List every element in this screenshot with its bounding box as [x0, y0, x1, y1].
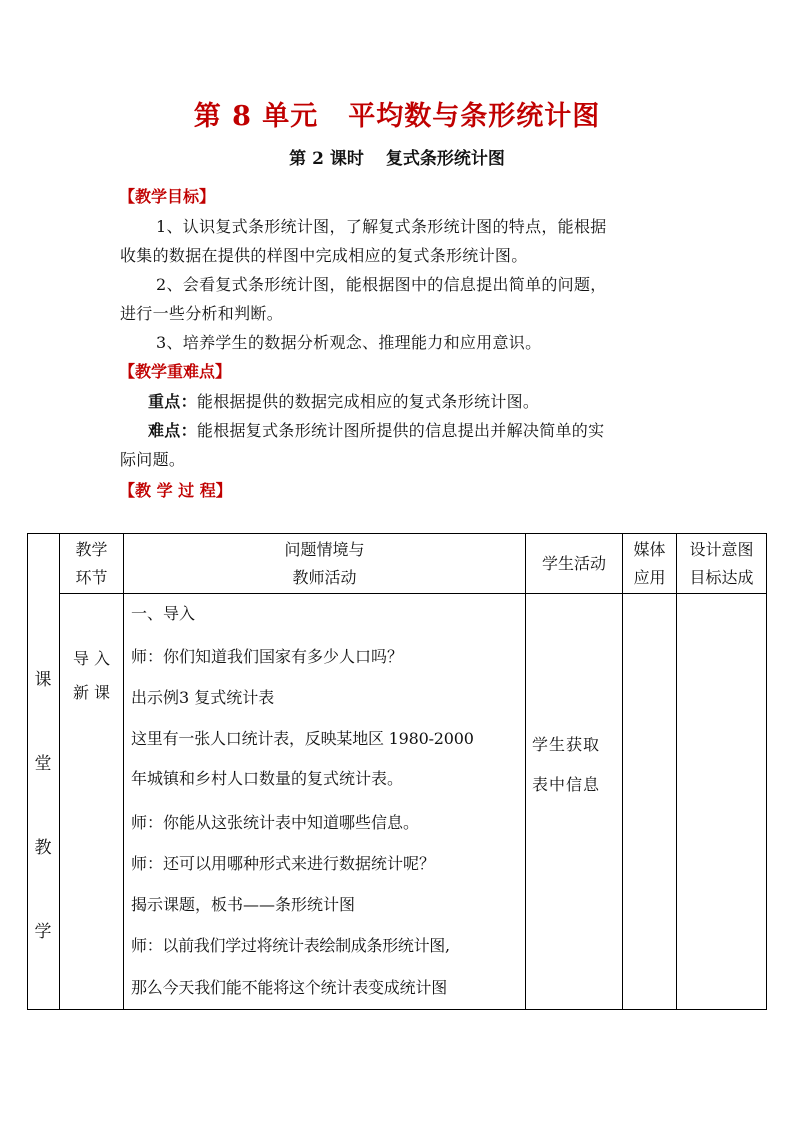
objectives-heading: 【教学目标】 [119, 187, 216, 206]
objective-3 [120, 328, 685, 357]
teacher-line: 出示例3 复式统计表 [131, 688, 275, 707]
lesson-subtitle [0, 147, 794, 171]
stage-intro [60, 642, 123, 710]
student-line1: 学生获取 [532, 735, 601, 754]
title-topic: 平均数与条形统计图 [348, 101, 601, 132]
objective-1-line2: 收集的数据在提供的样图中完成相应的复式条形统计图。 [120, 246, 528, 265]
side-label-char: 堂 [34, 754, 52, 774]
table-border-right [766, 533, 767, 1010]
teacher-line: 师：你能从这张统计表中知道哪些信息。 [131, 813, 420, 832]
table-col-divider [676, 533, 677, 1010]
teacher-line: 师：以前我们学过将统计表绘制成条形统计图, [131, 936, 450, 955]
header-stage-line2: 环节 [75, 568, 108, 587]
teacher-line: 这里有一张人口统计表，反映某地区 1980-2000 [131, 729, 474, 748]
objective-2-line2: 进行一些分析和判断。 [120, 304, 284, 323]
focus-label: 重点： [148, 392, 197, 411]
table-col-divider [59, 533, 60, 1010]
side-label-char: 课 [34, 670, 52, 690]
header-media-line2: 应用 [633, 568, 666, 587]
side-label-char: 教 [34, 838, 52, 858]
focus-text: 能根据提供的数据完成相应的复式条形统计图。 [196, 392, 540, 411]
header-design-intent [677, 536, 766, 592]
focus-point [120, 387, 685, 416]
header-media-line1: 媒体 [633, 540, 666, 559]
header-design-line1: 设计意图 [689, 540, 754, 559]
difficulty-line1: 能根据复式条形统计图所提供的信息提出并解决简单的实 [196, 421, 605, 440]
key-points-heading: 【教学重难点】 [119, 362, 232, 381]
header-design-line2: 目标达成 [689, 568, 754, 587]
difficulty-label: 难点： [148, 421, 197, 440]
stage-line2: 新 课 [72, 683, 111, 702]
objective-2 [120, 270, 685, 328]
stage-line1: 导 入 [72, 649, 111, 668]
header-stage-line1: 教学 [75, 540, 108, 559]
title-unit: 第 8 单元 [193, 101, 319, 132]
objective-1 [120, 212, 685, 270]
table-col-divider [525, 533, 526, 1010]
table-col-divider [123, 533, 124, 1010]
side-label-char: 学 [34, 922, 52, 942]
header-activity-line2: 教师活动 [292, 568, 357, 587]
header-stage [60, 536, 123, 592]
header-student-activity: 学生活动 [541, 554, 606, 573]
table-header-divider [59, 593, 767, 594]
header-activity-line1: 问题情境与 [284, 540, 365, 559]
teacher-line: 那么今天我们能不能将这个统计表变成统计图 [131, 978, 448, 997]
difficulty-line2: 际问题。 [120, 450, 186, 469]
header-teacher-activity [124, 536, 525, 592]
document-title [0, 99, 794, 135]
process-heading: 【教 学 过 程】 [119, 481, 232, 500]
objective-2-line1: 2、会看复式条形统计图，能根据图中的信息提出简单的问题， [156, 275, 607, 294]
teacher-line: 一、导入 [131, 604, 196, 623]
table-border-bottom [27, 1009, 767, 1010]
subtitle-lesson: 第 2 课时 [289, 149, 364, 169]
header-media [623, 536, 676, 592]
teacher-line: 年城镇和乡村人口数量的复式统计表。 [131, 769, 404, 788]
table-border-top [27, 533, 767, 534]
objective-1-line1: 1、认识复式条形统计图，了解复式条形统计图的特点，能根据 [156, 217, 607, 236]
difficulty-point [120, 416, 685, 474]
subtitle-topic: 复式条形统计图 [385, 149, 505, 169]
student-line2: 表中信息 [532, 775, 601, 794]
student-activity-cell [532, 725, 626, 805]
objective-3-line1: 3、培养学生的数据分析观念、推理能力和应用意识。 [156, 333, 542, 352]
teacher-line: 揭示课题，板书——条形统计图 [131, 895, 356, 914]
teacher-line: 师：还可以用哪种形式来进行数据统计呢？ [131, 854, 436, 873]
teacher-line: 师：你们知道我们国家有多少人口吗？ [131, 647, 404, 666]
